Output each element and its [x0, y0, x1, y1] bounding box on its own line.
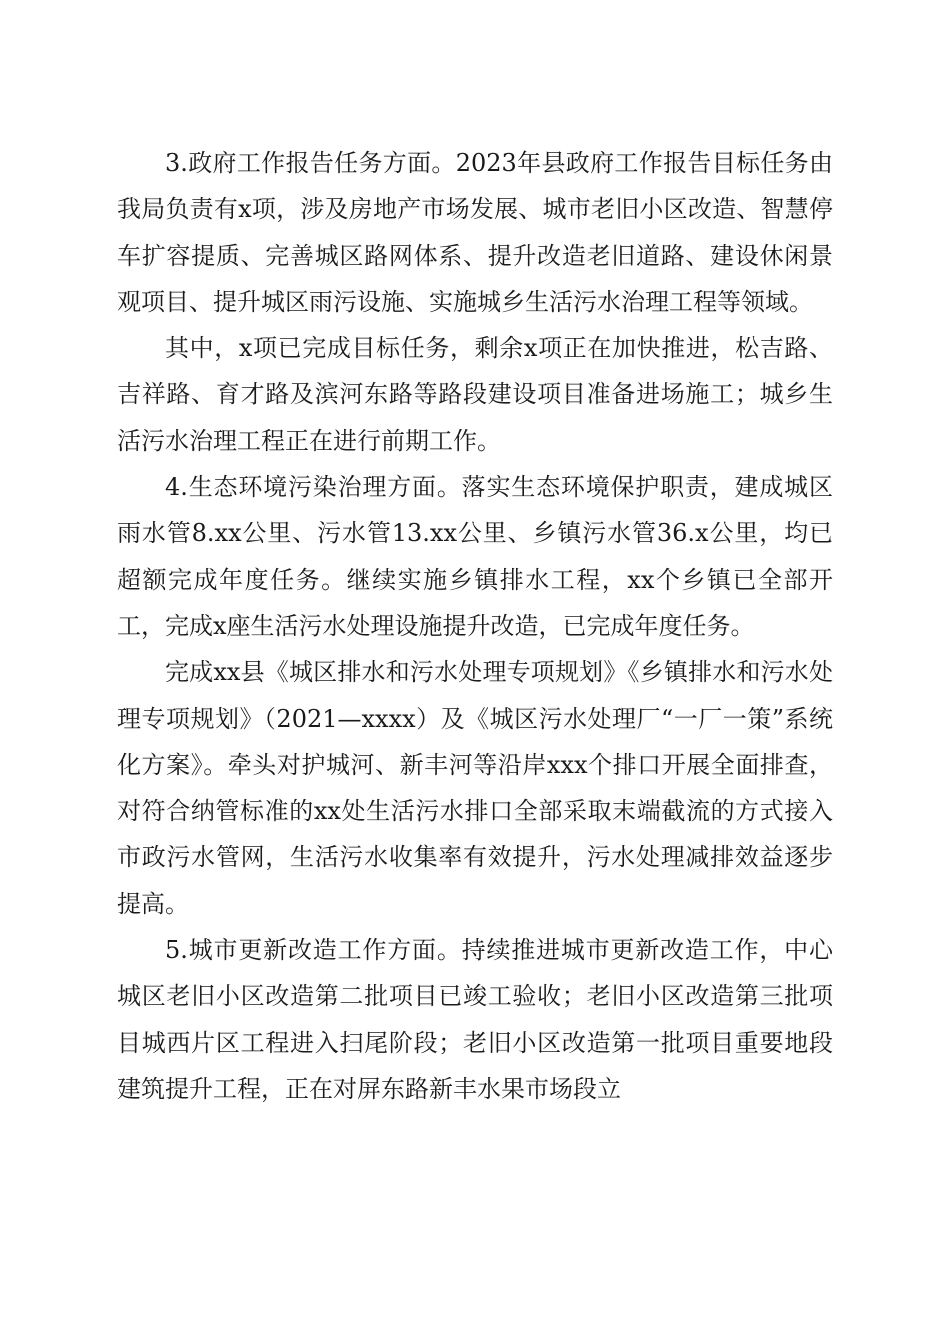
document-body [117, 140, 833, 1112]
paragraph-task-progress: 其中，x项已完成目标任务，剩余x项正在加快推进，松吉路、吉祥路、育才路及滨河东路等路段建设项目准备进场施工；城乡生活污水治理工程正在进行前期工作。 [117, 334, 833, 455]
paragraph-government-report-tasks: 3.政府工作报告任务方面。2023年县政府工作报告目标任务由我局负责有x项，涉及房地产市场发展、城市老旧小区改造、智慧停车扩容提质、完善城区路网体系、提升改造老旧道路、建设休闲景观项目、提升城区雨污设施、实施城乡生活污水治理工程等领域。 [117, 149, 833, 316]
paragraph-drainage-planning: 完成xx县《城区排水和污水处理专项规划》《乡镇排水和污水处理专项规划》（2021—xxxx）及《城区污水处理厂“一厂一策”系统化方案》。牵头对护城河、新丰河等沿岸xxx个排口开展全面排查，对符合纳管标准的xx处生活污水排口全部采取末端截流的方式接入市政污水管网，生活污水收集率有效提升，污水处理减排效益逐步提高。 [117, 658, 833, 918]
paragraph-urban-renewal: 5.城市更新改造工作方面。持续推进城市更新改造工作，中心城区老旧小区改造第二批项目已竣工验收；老旧小区改造第三批项目城西片区工程进入扫尾阶段；老旧小区改造第一批项目重要地段建筑提升工程，正在对屏东路新丰水果市场段立 [117, 936, 833, 1103]
paragraph-pollution-control: 4.生态环境污染治理方面。落实生态环境保护职责，建成城区雨水管8.xx公里、污水管13.xx公里、乡镇污水管36.x公里，均已超额完成年度任务。继续实施乡镇排水工程，xx个乡镇已全部开工，完成x座生活污水处理设施提升改造，已完成年度任务。 [117, 473, 833, 640]
